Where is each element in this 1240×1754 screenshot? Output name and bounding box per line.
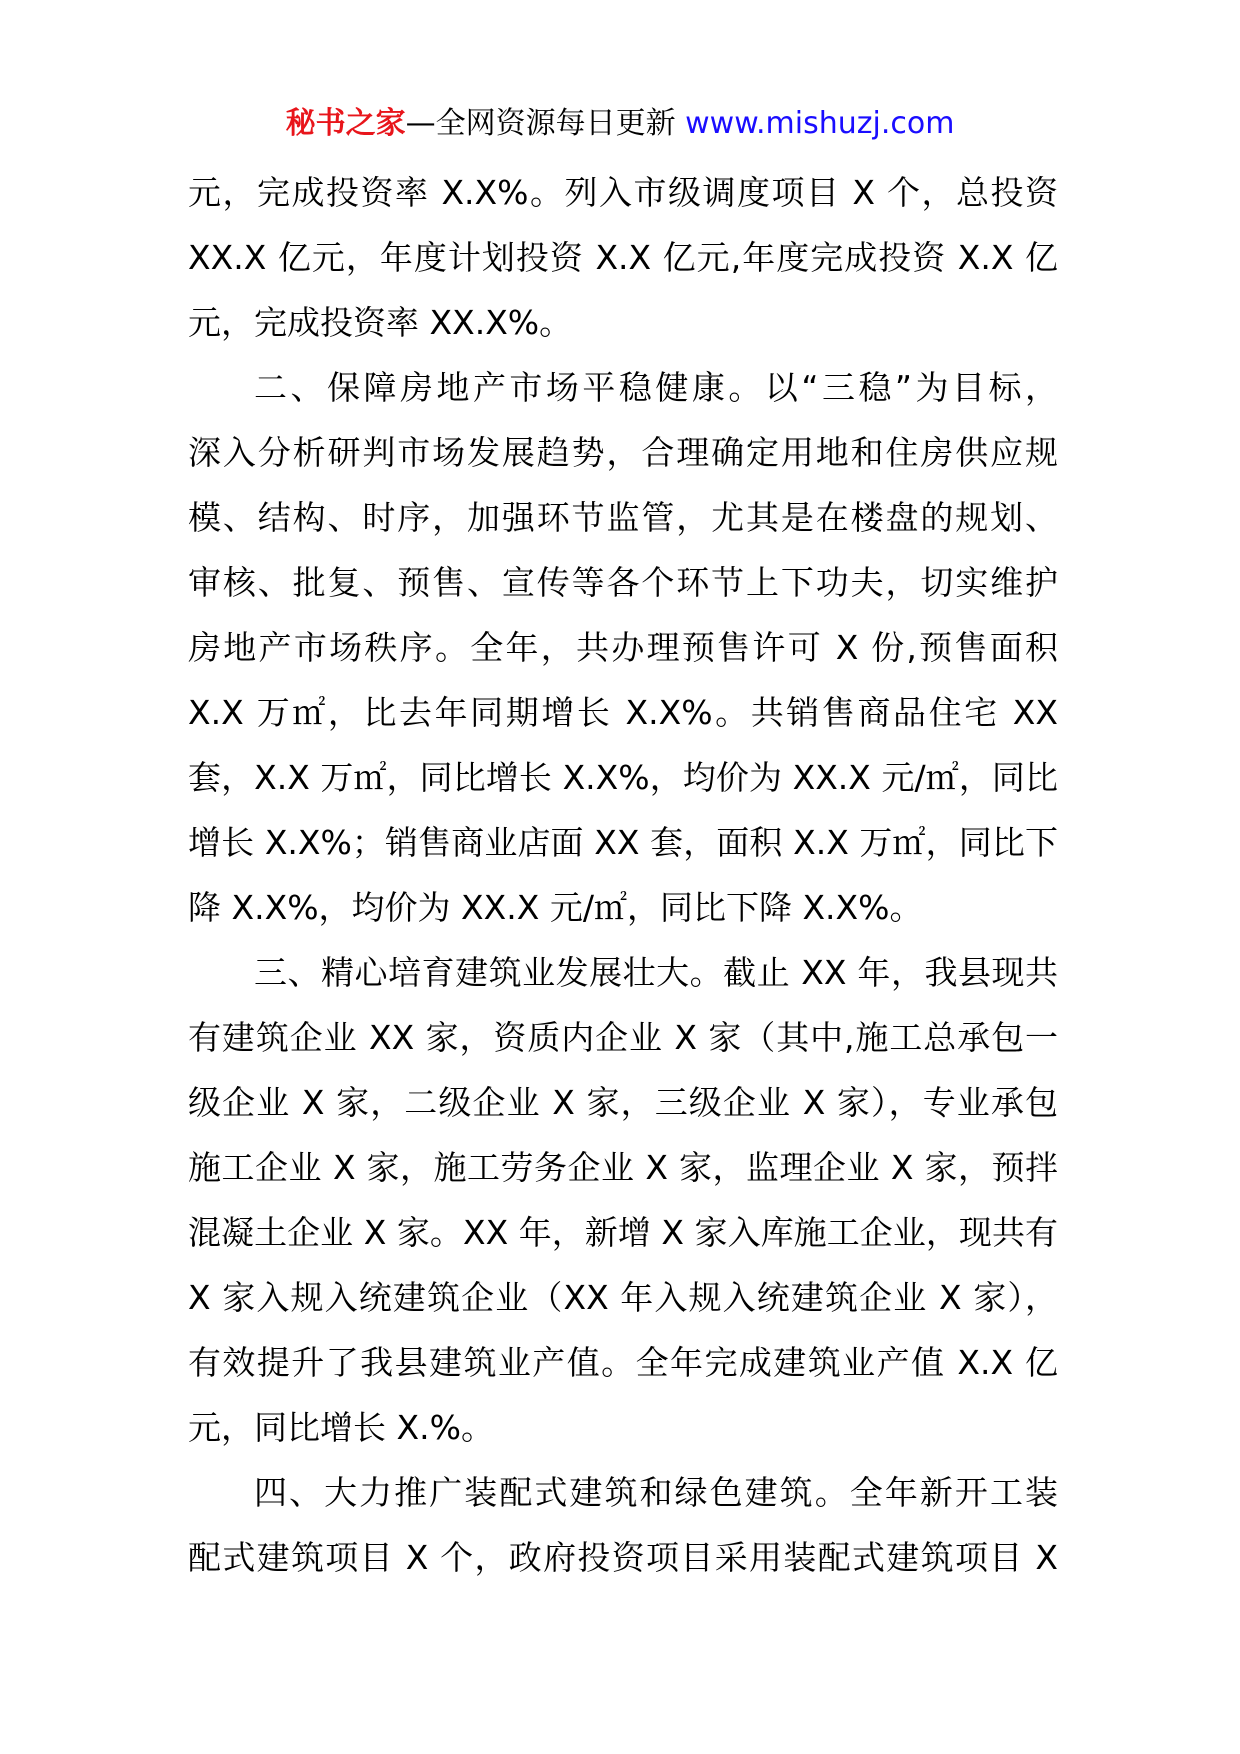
text-line: 配式建筑项目 X 个，政府投资项目采用装配式建筑项目 X xyxy=(188,1538,1058,1577)
text-line: 审核、批复、预售、宣传等各个环节上下功夫，切实维护 xyxy=(188,563,1058,602)
document-body xyxy=(188,160,1058,1590)
text-line: 模、结构、时序，加强环节监管，尤其是在楼盘的规划、 xyxy=(188,498,1058,537)
text-line: 增长 X.X%；销售商业店面 XX 套，面积 X.X 万㎡，同比下 xyxy=(188,823,1058,862)
text-line: X 家入规入统建筑企业（XX 年入规入统建筑企业 X 家）， xyxy=(188,1278,1058,1317)
text-line: 施工企业 X 家，施工劳务企业 X 家，监理企业 X 家，预拌 xyxy=(188,1148,1058,1187)
text-line: 三、精心培育建筑业发展壮大。截止 XX 年，我县现共 xyxy=(254,953,1058,992)
text-line: 套，X.X 万㎡，同比增长 X.X%，均价为 XX.X 元/㎡，同比 xyxy=(188,758,1058,797)
text-line: 混凝土企业 X 家。XX 年，新增 X 家入库施工企业，现共有 xyxy=(188,1213,1058,1252)
header-tagline: —全网资源每日更新 xyxy=(405,106,676,141)
text-line: 深入分析研判市场发展趋势，合理确定用地和住房供应规 xyxy=(188,433,1058,472)
site-url-link[interactable]: www.mishuzj.com xyxy=(685,106,955,141)
site-header xyxy=(0,104,1240,144)
text-line: XX.X 亿元，年度计划投资 X.X 亿元,年度完成投资 X.X 亿 xyxy=(188,238,1059,277)
text-line: 房地产市场秩序。全年，共办理预售许可 X 份,预售面积 xyxy=(188,628,1058,667)
text-line: 元，同比增长 X.%。 xyxy=(188,1408,494,1447)
text-line: 二、保障房地产市场平稳健康。以“三稳”为目标， xyxy=(254,368,1058,407)
text-line: 元，完成投资率 X.X%。列入市级调度项目 X 个，总投资 xyxy=(188,173,1058,212)
text-line: 四、大力推广装配式建筑和绿色建筑。全年新开工装 xyxy=(254,1473,1058,1512)
text-line: 元，完成投资率 XX.X%。 xyxy=(188,303,573,342)
text-line: 级企业 X 家，二级企业 X 家，三级企业 X 家），专业承包 xyxy=(188,1083,1058,1122)
text-line: 有建筑企业 XX 家，资质内企业 X 家（其中,施工总承包一 xyxy=(188,1018,1058,1057)
text-line: 降 X.X%，均价为 XX.X 元/㎡，同比下降 X.X%。 xyxy=(188,888,923,927)
text-line: 有效提升了我县建筑业产值。全年完成建筑业产值 X.X 亿 xyxy=(188,1343,1058,1382)
brand-name: 秘书之家 xyxy=(285,106,406,141)
text-line: X.X 万㎡，比去年同期增长 X.X%。共销售商品住宅 XX xyxy=(188,693,1058,732)
